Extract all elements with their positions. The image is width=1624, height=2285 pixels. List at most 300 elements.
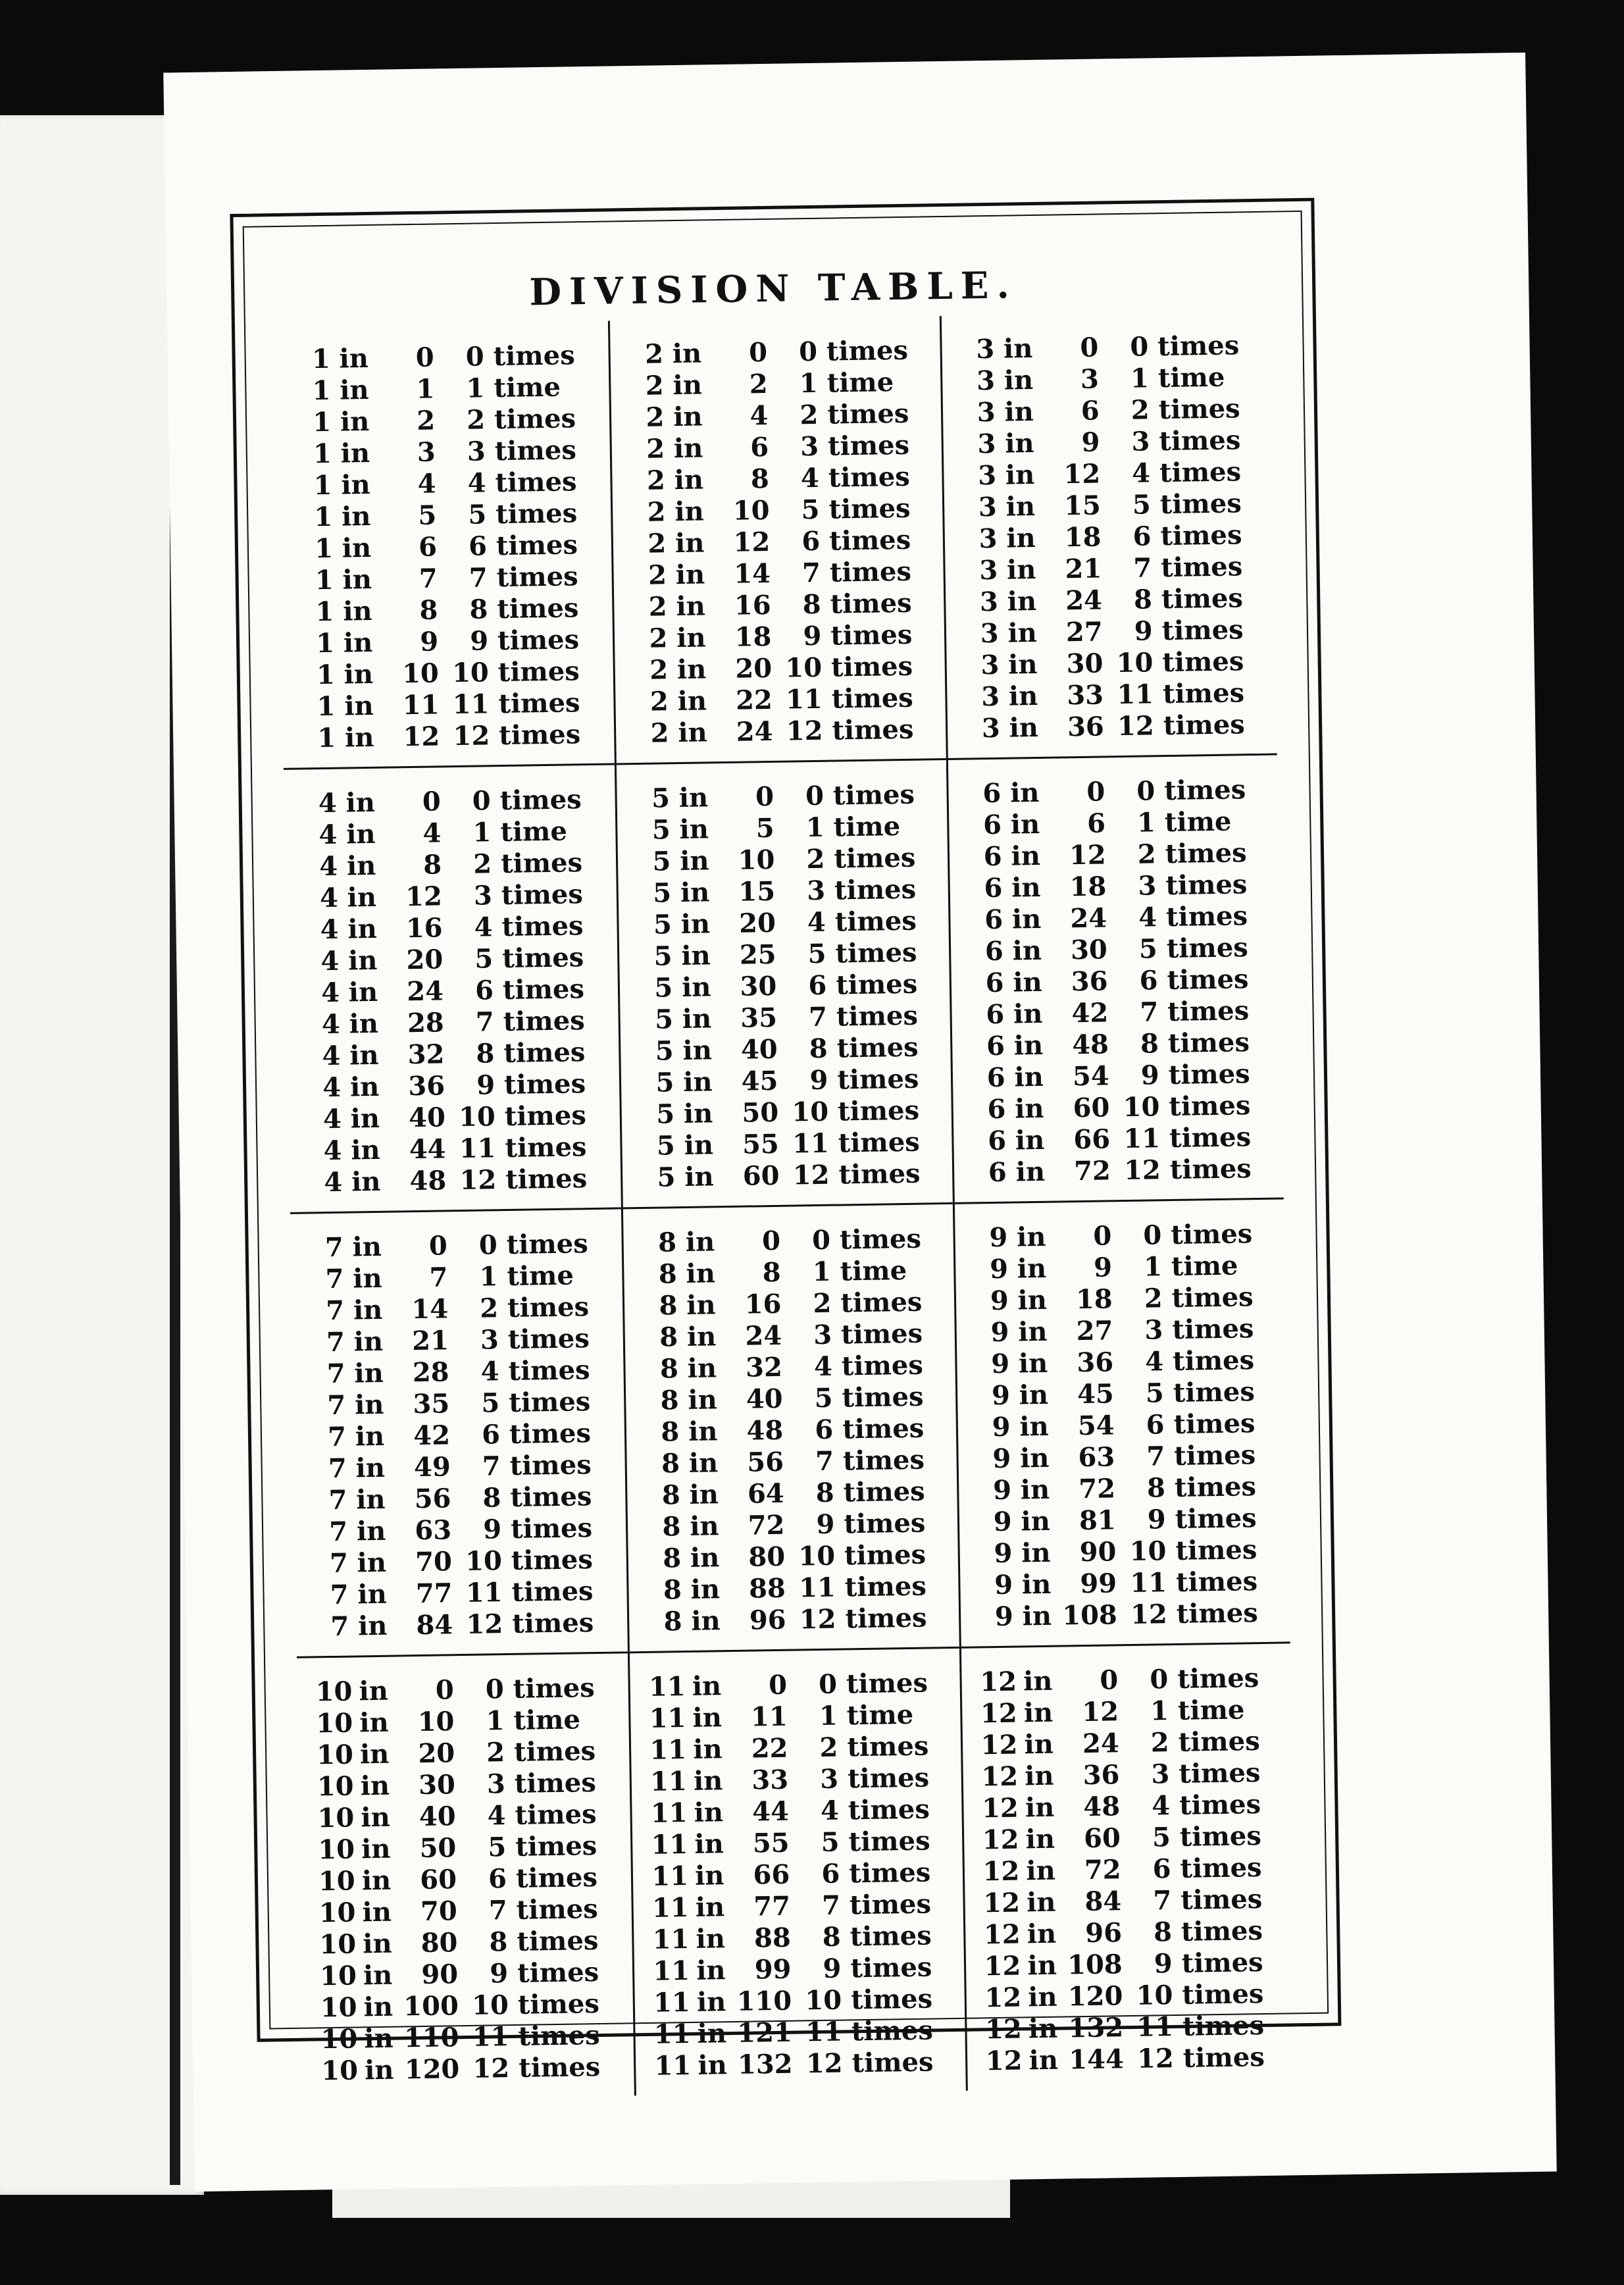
quotient: 4: [474, 911, 493, 943]
quotient: 10: [465, 1545, 503, 1577]
quotient: 12: [472, 2053, 510, 2084]
table-row: [634, 682, 938, 718]
divisor: 1: [314, 532, 334, 565]
dividend: 0: [768, 1669, 788, 1701]
table-row: [633, 619, 938, 655]
dividend: 56: [414, 1483, 451, 1515]
times-word: time: [826, 367, 894, 399]
divisor: 9: [990, 1316, 1009, 1348]
table-row: [638, 968, 943, 1004]
in-word: in: [340, 405, 370, 438]
divisor: 8: [661, 1416, 680, 1448]
table-row: [972, 1121, 1277, 1158]
table-row: [299, 529, 605, 565]
in-word: in: [349, 1008, 379, 1040]
dividend: 11: [402, 689, 440, 721]
divisor: 4: [320, 945, 340, 977]
dividend: 28: [412, 1356, 449, 1389]
table-row: [632, 587, 937, 623]
in-word: in: [694, 1797, 724, 1828]
in-word: in: [354, 1357, 384, 1389]
divisor: 6: [984, 904, 1003, 936]
divisor: 7: [328, 1516, 348, 1548]
divisor: 4: [322, 1040, 341, 1072]
times-word: times: [835, 968, 918, 1001]
table-row: [636, 810, 940, 846]
dividend: 0: [1086, 776, 1105, 808]
quotient: 4: [800, 462, 820, 494]
quotient: 3: [473, 880, 493, 911]
quotient: 6: [474, 975, 494, 1006]
in-word: in: [1021, 1505, 1051, 1537]
table-row: [305, 1005, 612, 1041]
divisor: 5: [652, 846, 671, 877]
dividend: 16: [405, 912, 443, 944]
dividend: 10: [417, 1706, 455, 1738]
divisor: 1: [317, 722, 336, 754]
divisor: 5: [653, 909, 672, 940]
dividend: 10: [401, 657, 440, 690]
in-word: in: [1007, 617, 1038, 649]
times-word: times: [844, 1539, 926, 1572]
in-word: in: [686, 1258, 716, 1289]
dividend: 27: [1065, 616, 1103, 648]
quotient: 10: [805, 1984, 842, 2016]
in-word: in: [361, 1864, 392, 1897]
quotient: 0: [811, 1224, 831, 1256]
in-word: in: [353, 1294, 383, 1326]
dividend: 6: [1086, 808, 1106, 839]
table-row: [315, 1606, 621, 1643]
dividend: 12: [405, 881, 443, 913]
quotient: 12: [799, 1603, 836, 1635]
dividend: 40: [740, 1033, 778, 1065]
in-word: in: [1004, 396, 1034, 428]
times-word: times: [845, 1602, 927, 1635]
divisor: 9: [994, 1601, 1014, 1633]
in-word: in: [359, 1707, 389, 1739]
times-word: times: [1167, 995, 1250, 1028]
divisor: 6: [984, 872, 1003, 904]
in-word: in: [1019, 1379, 1049, 1411]
dividend: 24: [406, 975, 444, 1008]
quotient: 3: [480, 1324, 499, 1356]
quotient: 4: [487, 1800, 506, 1832]
in-word: in: [683, 1098, 713, 1129]
division-block: [946, 754, 1283, 1202]
table-row: [644, 1318, 948, 1354]
table-row: [321, 2051, 628, 2087]
quotient: 5: [1132, 489, 1152, 521]
quotient: 0: [1150, 1664, 1169, 1695]
divisor: 4: [320, 913, 339, 946]
divisor: 6: [985, 967, 1004, 999]
in-word: in: [1024, 1728, 1054, 1760]
in-word: in: [345, 786, 376, 819]
times-word: times: [830, 619, 913, 652]
times-word: times: [828, 492, 911, 525]
table-row: [645, 1412, 950, 1449]
quotient: 10: [458, 1101, 496, 1133]
table-row: [651, 1825, 955, 1861]
table-row: [960, 330, 1265, 366]
table-row: [970, 995, 1275, 1031]
in-word: in: [1017, 1252, 1047, 1285]
dividend: 33: [1067, 679, 1104, 711]
table-row: [653, 1983, 958, 2019]
table-row: [308, 1163, 615, 1199]
in-word: in: [1021, 1537, 1051, 1569]
divisor: 11: [651, 1891, 690, 1924]
divisor: 5: [652, 877, 672, 909]
division-block: [939, 311, 1277, 758]
divisor: 4: [322, 1071, 342, 1104]
dividend: 88: [753, 1922, 792, 1954]
divisor: 10: [316, 1707, 353, 1739]
in-word: in: [344, 721, 374, 754]
times-word: times: [838, 1126, 921, 1159]
in-word: in: [1011, 840, 1041, 872]
times-word: times: [850, 1951, 932, 1984]
times-word: times: [497, 655, 580, 688]
in-word: in: [687, 1352, 717, 1384]
quotient: 10: [471, 1990, 509, 2021]
quotient: 1: [1136, 807, 1156, 838]
in-word: in: [672, 338, 702, 370]
in-word: in: [1024, 1760, 1054, 1792]
times-word: times: [505, 1163, 588, 1195]
table-row: [316, 1703, 622, 1739]
times-word: times: [850, 1920, 932, 1953]
times-word: times: [1163, 709, 1246, 742]
table-row: [312, 1449, 619, 1485]
divisor: 6: [986, 1062, 1006, 1094]
dividend: 0: [415, 342, 435, 373]
table-row: [317, 1798, 624, 1834]
quotient: 11: [459, 1133, 496, 1165]
in-word: in: [675, 559, 705, 591]
in-word: in: [344, 690, 374, 722]
dividend: 80: [748, 1541, 786, 1573]
in-word: in: [1028, 2044, 1059, 2076]
divisor: 2: [645, 370, 665, 401]
dividend: 32: [407, 1039, 445, 1071]
quotient: 12: [1130, 1599, 1168, 1630]
divisor: 10: [317, 1770, 354, 1803]
table-row: [314, 1543, 621, 1579]
divisor: 7: [327, 1421, 347, 1453]
times-word: times: [849, 1888, 932, 1921]
table-row: [969, 932, 1273, 968]
division-block: [952, 1197, 1290, 1646]
quotient: 11: [805, 2016, 843, 2048]
quotient: 12: [792, 1159, 830, 1191]
divisor: 11: [649, 1703, 686, 1734]
quotient: 7: [821, 1889, 841, 1921]
times-word: times: [1172, 1345, 1255, 1377]
times-word: times: [829, 555, 912, 588]
quotient: 9: [803, 620, 822, 652]
divisor: 12: [984, 1982, 1022, 2014]
in-word: in: [1027, 1918, 1057, 1950]
in-word: in: [360, 1770, 390, 1802]
table-row: [962, 488, 1267, 524]
in-word: in: [1007, 585, 1037, 617]
in-word: in: [689, 1510, 719, 1542]
in-word: in: [351, 1134, 381, 1166]
table-row: [980, 1694, 1285, 1730]
divisor: 7: [326, 1326, 345, 1358]
quotient: 12: [1136, 2043, 1175, 2074]
quotient: 10: [798, 1540, 836, 1572]
in-word: in: [1022, 1600, 1052, 1632]
table-row: [980, 1662, 1284, 1699]
divisor: 3: [978, 491, 998, 523]
times-word: times: [1169, 1090, 1251, 1123]
table-row: [311, 1354, 617, 1391]
times-word: times: [828, 524, 911, 557]
quotient: 8: [822, 1921, 842, 1953]
in-word: in: [677, 685, 707, 717]
table-row: [644, 1381, 949, 1417]
times-word: times: [507, 1291, 590, 1323]
times-word: times: [517, 1957, 599, 1989]
in-word: in: [1003, 364, 1034, 396]
times-word: times: [501, 942, 584, 975]
quotient: 0: [478, 1229, 498, 1261]
dividend: 44: [409, 1133, 446, 1166]
quotient: 8: [489, 1926, 508, 1958]
table-row: [652, 1920, 957, 1956]
table-row: [630, 398, 934, 434]
table-row: [654, 2046, 959, 2082]
dividend: 10: [738, 844, 775, 876]
dividend: 56: [746, 1446, 784, 1478]
quotient: 6: [821, 1858, 840, 1889]
divisor: 11: [650, 1797, 688, 1829]
table-row: [304, 879, 611, 915]
dividend: 14: [733, 557, 771, 590]
in-word: in: [1026, 1886, 1056, 1918]
table-row: [313, 1512, 620, 1548]
table-row: [980, 1726, 1285, 1762]
times-word: times: [828, 461, 911, 494]
dividend: 8: [762, 1256, 782, 1289]
divisor: 6: [986, 1030, 1005, 1062]
table-row: [637, 905, 942, 941]
divisor: 4: [318, 787, 338, 819]
divisor: 11: [648, 1671, 686, 1703]
dividend: 12: [733, 526, 771, 558]
dividend: 66: [753, 1859, 790, 1891]
dividend: 8: [422, 849, 442, 881]
in-word: in: [1003, 332, 1033, 365]
dividend: 72: [1073, 1155, 1111, 1187]
table-row: [312, 1418, 619, 1454]
dividend: 20: [738, 907, 776, 939]
quotient: 11: [472, 2021, 509, 2053]
quotient: 8: [809, 1033, 828, 1065]
quotient: 3: [1138, 870, 1157, 902]
quotient: 0: [805, 780, 825, 812]
table-row: [306, 1037, 613, 1073]
times-word: times: [1179, 1789, 1261, 1821]
in-word: in: [691, 1605, 721, 1637]
quotient: 4: [1144, 1346, 1164, 1377]
quotient: 4: [467, 467, 486, 499]
dividend: 24: [1082, 1728, 1120, 1760]
in-word: in: [343, 627, 373, 659]
dividend: 0: [435, 1674, 455, 1706]
in-word: in: [1005, 459, 1035, 491]
times-word: times: [1182, 2041, 1265, 2074]
divisor: 10: [315, 1676, 353, 1708]
times-word: times: [1161, 582, 1244, 615]
dividend: 36: [1082, 1759, 1120, 1791]
times-word: times: [826, 334, 909, 367]
table-row: [965, 646, 1269, 682]
table-row: [984, 1978, 1289, 2014]
quotient: 9: [1154, 1948, 1173, 1980]
times-word: times: [835, 937, 917, 969]
dividend: 24: [736, 715, 773, 748]
in-word: in: [342, 532, 372, 564]
times-word: times: [1178, 1726, 1260, 1758]
times-word: times: [1176, 1597, 1259, 1630]
in-word: in: [674, 464, 704, 496]
division-block: [959, 1641, 1296, 2090]
in-word: in: [1015, 1124, 1045, 1156]
divisor: 2: [646, 465, 666, 496]
times-word: times: [1175, 1502, 1257, 1535]
divisor: 7: [330, 1610, 349, 1643]
dividend: 72: [748, 1509, 785, 1541]
divisor: 6: [987, 1125, 1007, 1157]
dividend: 7: [419, 563, 438, 594]
times-word: times: [1168, 1058, 1250, 1091]
quotient: 1: [486, 1705, 505, 1737]
divisor: 1: [313, 438, 332, 470]
divisor: 10: [317, 1834, 355, 1866]
in-word: in: [692, 1702, 723, 1733]
quotient: 3: [1151, 1759, 1170, 1790]
table-row: [982, 1820, 1287, 1857]
divisor: 11: [649, 1734, 687, 1766]
table-row: [963, 551, 1268, 587]
divisor: 1: [316, 659, 336, 691]
table-row: [315, 1672, 622, 1708]
divisor: 3: [976, 333, 995, 365]
quotient: 0: [1136, 775, 1155, 807]
dividend: 0: [1080, 332, 1099, 363]
times-word: times: [1160, 519, 1242, 552]
table-row: [971, 1090, 1276, 1126]
divisor: 1: [317, 690, 336, 723]
quotient: 1: [479, 1261, 498, 1293]
quotient: 2: [472, 848, 492, 880]
quotient: 6: [488, 1863, 507, 1895]
divisor: 12: [981, 1792, 1019, 1824]
in-word: in: [1016, 1221, 1046, 1253]
times-word: times: [517, 1925, 599, 1957]
divisor: 5: [654, 1004, 674, 1035]
quotient: 8: [815, 1477, 835, 1509]
in-word: in: [347, 881, 377, 913]
table-row: [319, 1924, 626, 1961]
quotient: 6: [1139, 965, 1158, 996]
in-word: in: [695, 1891, 725, 1923]
in-word: in: [359, 1738, 390, 1770]
dividend: 0: [1093, 1220, 1112, 1252]
times-word: times: [851, 2015, 934, 2047]
in-word: in: [682, 1003, 712, 1035]
divisor: 11: [654, 2049, 692, 2082]
quotient: 5: [1152, 1822, 1171, 1853]
in-word: in: [676, 590, 706, 623]
table-row: [649, 1730, 954, 1766]
table-row: [307, 1131, 614, 1168]
in-word: in: [682, 1066, 713, 1098]
in-word: in: [680, 877, 710, 909]
quotient: 5: [807, 938, 826, 970]
divisor: 6: [986, 998, 1005, 1031]
table-row: [971, 1027, 1275, 1063]
divisor: 3: [979, 586, 999, 618]
page-title: DIVISION TABLE.: [529, 263, 1018, 315]
times-word: times: [1167, 1027, 1250, 1060]
divisor: 9: [992, 1411, 1011, 1443]
divisor: 8: [663, 1606, 682, 1637]
dividend: 9: [419, 626, 439, 657]
dividend: 16: [744, 1288, 782, 1320]
dividend: 18: [1075, 1283, 1113, 1316]
times-word: times: [837, 1094, 920, 1127]
quotient: 2: [1137, 838, 1157, 870]
in-word: in: [345, 818, 376, 850]
in-word: in: [1025, 1823, 1055, 1855]
in-word: in: [364, 2054, 394, 2086]
book-page: [163, 53, 1557, 2192]
times-word: times: [1158, 393, 1240, 426]
table-frame: [230, 198, 1341, 2087]
table-row: [631, 492, 936, 528]
division-block: [628, 1647, 965, 2095]
table-row: [976, 1408, 1281, 1444]
table-row: [634, 713, 939, 750]
in-word: in: [673, 432, 703, 465]
table-row: [304, 910, 611, 946]
divisor: 5: [651, 814, 671, 846]
quotient: 8: [482, 1482, 501, 1514]
dividend: 0: [748, 336, 768, 369]
times-word: times: [498, 687, 580, 720]
times-word: time: [494, 371, 561, 404]
dividend: 88: [748, 1572, 786, 1605]
dividend: 84: [416, 1609, 453, 1641]
quotient: 10: [451, 657, 490, 689]
dividend: 2: [749, 368, 769, 400]
table-row: [975, 1345, 1280, 1381]
quotient: 4: [820, 1795, 840, 1827]
dividend: 96: [1084, 1917, 1123, 1949]
times-word: times: [844, 1570, 927, 1603]
quotient: 12: [466, 1608, 503, 1640]
divisor: 7: [325, 1295, 345, 1327]
table-row: [961, 361, 1265, 398]
quotient: 9: [823, 1953, 842, 1984]
dividend: 63: [415, 1514, 452, 1547]
quotient: 10: [792, 1096, 829, 1128]
